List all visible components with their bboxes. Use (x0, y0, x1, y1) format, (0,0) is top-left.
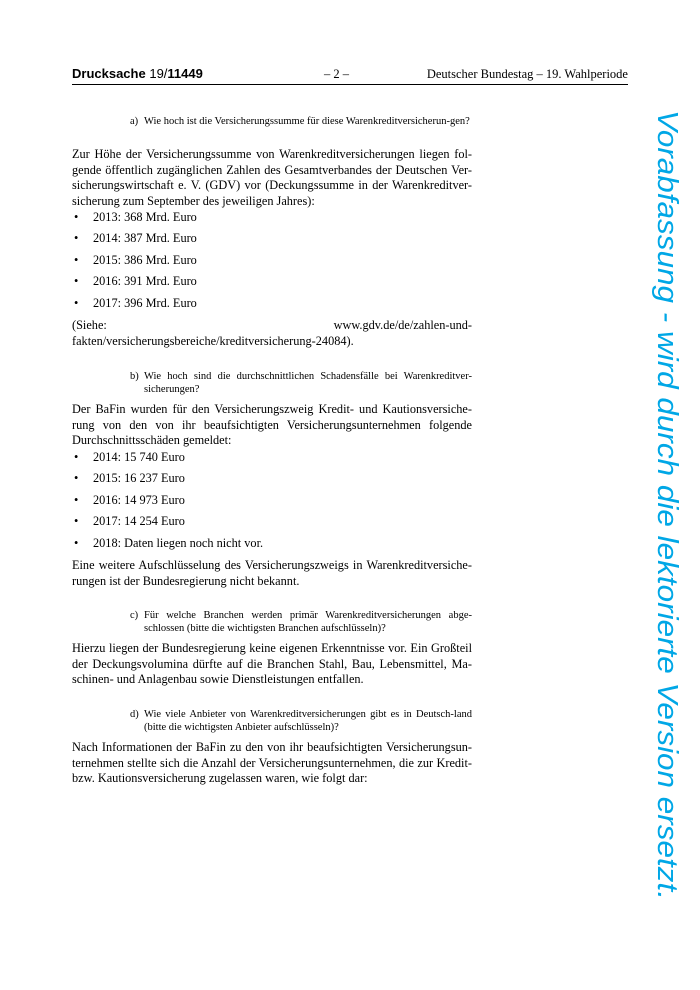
question-c (130, 609, 472, 635)
note-b: Eine weitere Aufschlüsselung des Versicherungszweigs in Warenkreditversiche-rungen ist der Bundesregierung nicht bekannt. (72, 558, 472, 588)
page-header (72, 66, 628, 86)
list-item-text: 2013: 368 Mrd. Euro (93, 210, 197, 224)
list-item-text: 2016: 14 973 Euro (93, 492, 185, 507)
list-item (72, 493, 263, 514)
list-item-text: 2017: 14 254 Euro (93, 514, 185, 529)
bullet-icon: • (74, 274, 79, 289)
watermark-svg (648, 110, 688, 900)
list-item (72, 450, 263, 471)
answer-d: Nach Informationen der BaFin zu den von ihr beaufsichtigten Versicherungsun-ternehmen stellte sich die Anzahl der Versicherungsunternehmen, die zur Kredit-bzw. Kautionsversicherung zugelassen waren, wie folgt dar: (72, 740, 472, 785)
parliament-label: Deutscher Bundestag – 19. Wahlperiode (426, 67, 628, 81)
list-a (72, 210, 197, 317)
source-a: (Siehe: www.gdv.de/de/zahlen-und-fakten/versicherungsbereiche/kreditversicherung-24084). (72, 318, 472, 348)
list-b (72, 450, 263, 557)
list-item (72, 274, 197, 295)
page-number: – 2 – (324, 67, 349, 81)
list-item (72, 231, 197, 252)
list-item (72, 514, 263, 535)
list-item (72, 210, 197, 231)
question-b-text: Wie hoch sind die durchschnittlichen Schadensfälle bei Warenkreditver-sicherungen? (144, 371, 472, 395)
answer-a: Zur Höhe der Versicherungssumme von Warenkreditversicherungen liegen fol-gende öffentlich zugänglichen Zahlen des Gesamtverbandes der Deutschen Ver-sicherungswirtschaft e. V. (GDV) vor (Deckungssumme in der Warenkreditver-sicherung zum September des jeweiligen Jahres): (72, 147, 472, 208)
question-c-letter: c) (130, 610, 139, 621)
drucksache-num: 11449 (167, 66, 203, 81)
bullet-icon: • (74, 492, 79, 507)
draft-watermark (648, 110, 688, 900)
answer-b: Der BaFin wurden für den Versicherungszweig Kredit- und Kautionsversiche-rung von den von ihr beaufsichtigten Versicherungsunternehmen folgende Durchschnittsschäden gemeldet: (72, 402, 472, 447)
list-item-text: 2015: 16 237 Euro (93, 471, 185, 486)
list-item-text: 2016: 391 Mrd. Euro (93, 274, 197, 289)
list-item-text: 2018: Daten liegen noch nicht vor. (93, 535, 264, 550)
drucksache-label: Drucksache (72, 66, 146, 81)
list-item (72, 296, 197, 317)
list-item-text: 2014: 387 Mrd. Euro (93, 231, 197, 246)
bullet-icon: • (74, 535, 79, 550)
list-item-text: 2014: 15 740 Euro (93, 450, 185, 464)
list-item-text: 2017: 396 Mrd. Euro (93, 295, 197, 310)
bullet-icon: • (74, 450, 79, 464)
bullet-icon: • (74, 231, 79, 246)
list-item (72, 253, 197, 274)
question-a (130, 115, 472, 128)
bullet-icon: • (74, 514, 79, 529)
question-b (130, 370, 472, 396)
list-item (72, 471, 263, 492)
question-b-letter: b) (130, 371, 139, 382)
question-a-text: Wie hoch ist die Versicherungssumme für diese Warenkreditversicherun-gen? (144, 116, 470, 127)
question-a-letter: a) (130, 116, 139, 127)
question-d-text: Wie viele Anbieter von Warenkreditversicherungen gibt es in Deutsch-land (bitte die wichtigsten Anbieter aufschlüsseln)? (144, 709, 472, 733)
list-item (72, 536, 263, 557)
list-item-text: 2015: 386 Mrd. Euro (93, 252, 197, 267)
answer-c: Hierzu liegen der Bundesregierung keine eigenen Erkenntnisse vor. Ein Großteil der Deckungsvolumina dürfte auf die Branchen Stahl, Bau, Lebensmittel, Ma-schinen- und Anlagenbau sowie Dienstleistungen entfallen. (72, 641, 472, 686)
bullet-icon: • (74, 252, 79, 267)
bullet-icon: • (74, 210, 79, 224)
drucksache-prefix: 19/ (149, 66, 168, 81)
header-rule (72, 84, 628, 85)
question-d (130, 708, 472, 734)
bullet-icon: • (74, 471, 79, 486)
drucksache-number (72, 66, 203, 81)
bullet-icon: • (74, 295, 79, 310)
question-d-letter: d) (130, 709, 139, 720)
watermark-text: Vorabfassung - wird durch die lektorierte Version ersetzt. (651, 110, 683, 839)
question-c-text: Für welche Branchen werden primär Warenkreditversicherungen abge-schlossen (bitte die wichtigsten Branchen aufschlüsseln)? (144, 610, 472, 634)
